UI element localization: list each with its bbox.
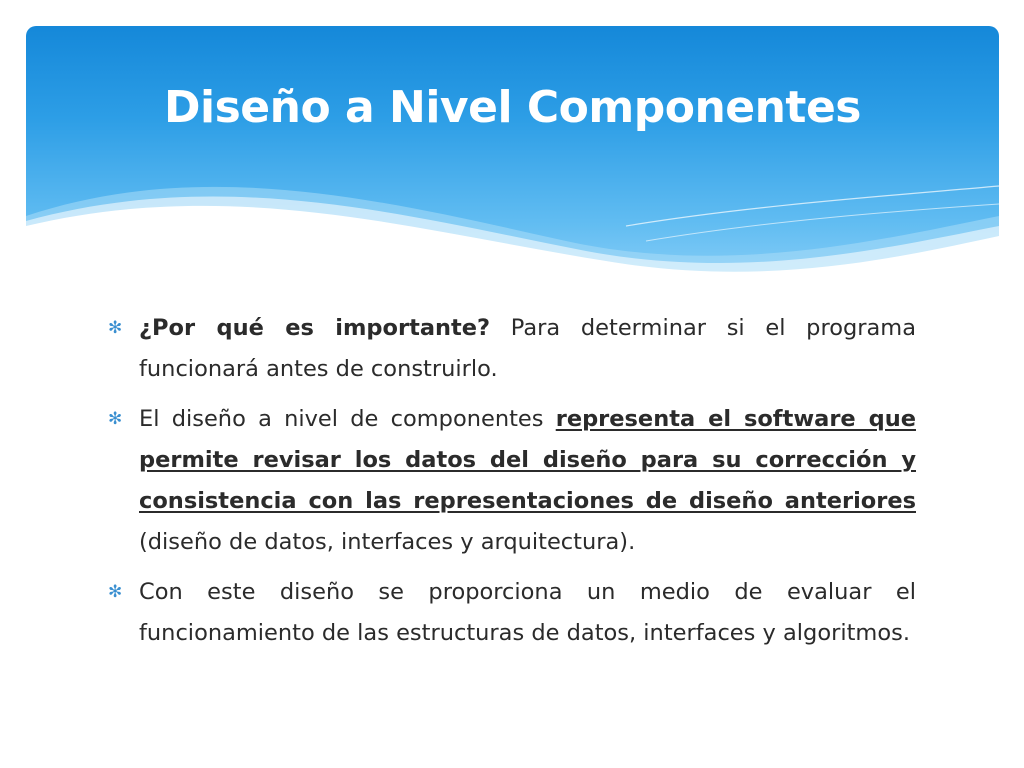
- bullet-underlined-text: representa el software que permite revisar los datos del diseño para su corrección y consistencia con las representaciones de diseño anteriores: [139, 406, 916, 514]
- asterisk-bullet-icon: ✻: [108, 409, 123, 429]
- bullet-bold-lead: ¿Por qué es importante?: [139, 315, 491, 341]
- bullet-item: [108, 308, 916, 390]
- bullet-text: Con este diseño se proporciona un medio de evaluar el funcionamiento de las estructuras de datos, interfaces y algoritmos.: [139, 579, 916, 646]
- bullet-item: [108, 572, 916, 654]
- bullet-text: (diseño de datos, interfaces y arquitectura).: [139, 529, 636, 555]
- title-banner: [26, 26, 999, 291]
- bullet-text: Para determinar si el programa funcionará antes de construirlo.: [139, 315, 916, 382]
- slide-title: Diseño a Nivel Componentes: [164, 82, 861, 133]
- bullet-text: El diseño a nivel de componentes: [139, 406, 556, 432]
- asterisk-bullet-icon: ✻: [108, 318, 123, 338]
- slide-content: [108, 308, 916, 663]
- bullet-item: [108, 399, 916, 563]
- asterisk-bullet-icon: ✻: [108, 582, 123, 602]
- wave-decoration: [26, 26, 999, 291]
